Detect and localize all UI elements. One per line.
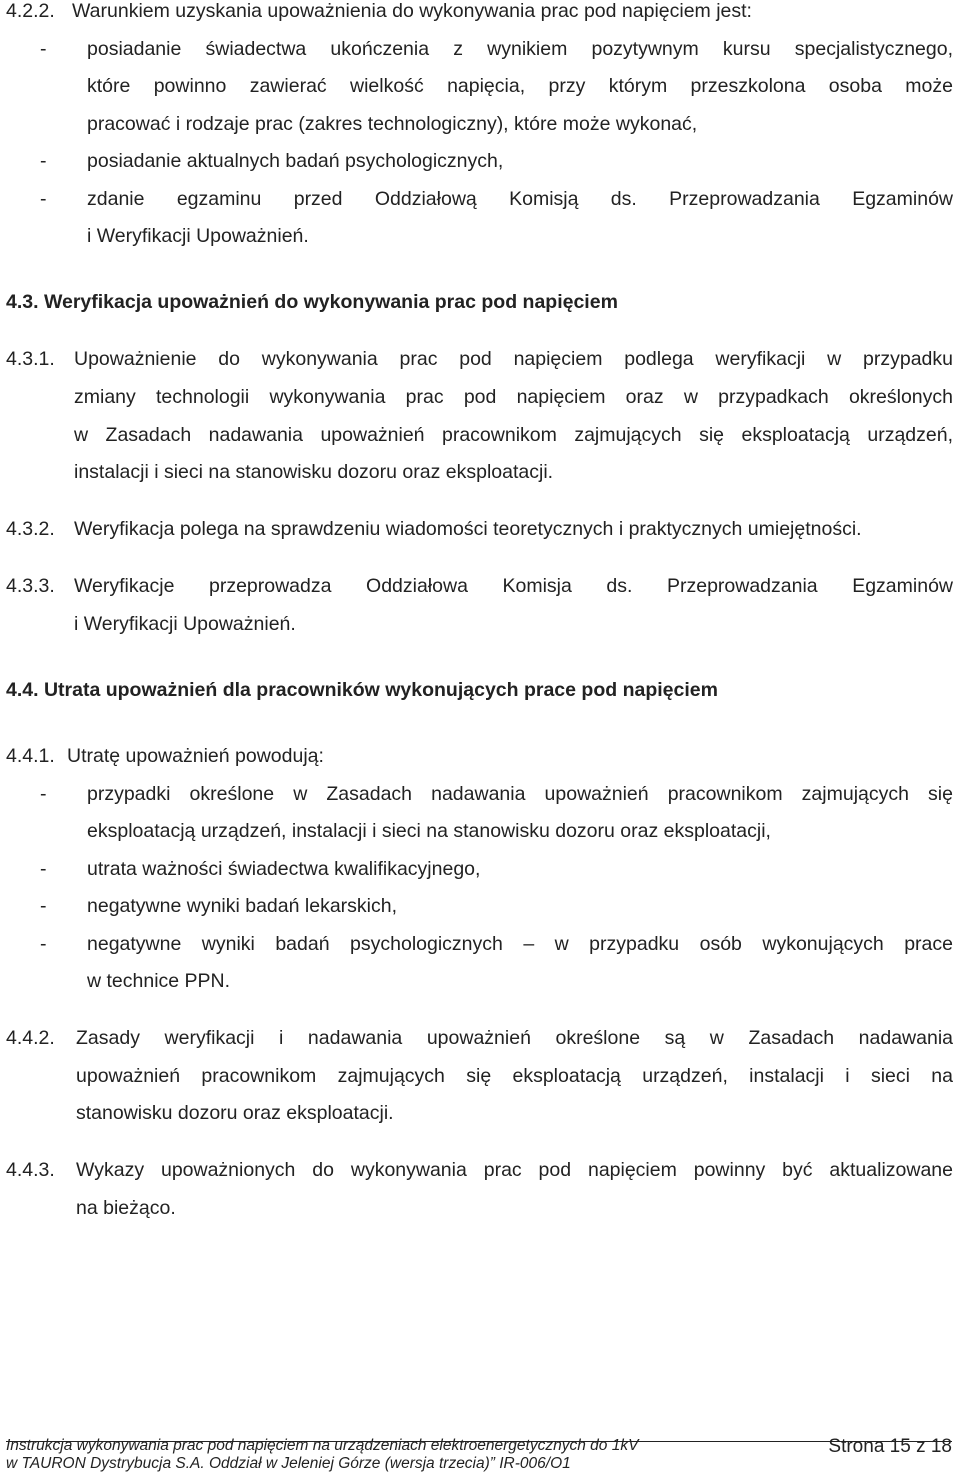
paragraph-text: stanowisku dozoru oraz eksploatacji.	[76, 1102, 394, 1124]
section-number: 4.3.2.	[6, 518, 55, 540]
paragraph-text: Weryfikacja polega na sprawdzeniu wiadomości teoretycznych i praktycznych umiejętności.	[74, 518, 862, 540]
paragraph-text: Upoważnienie do wykonywania prac pod napięciem podlega weryfikacji w przypadku	[74, 348, 953, 370]
list-item-text: przypadki określone w Zasadach nadawania upoważnień pracownikom zajmujących się	[87, 783, 953, 805]
list-item-text: i Weryfikacji Upoważnień.	[87, 225, 309, 247]
list-item-text: posiadanie aktualnych badań psychologicznych,	[87, 150, 504, 172]
paragraph-text: upoważnień pracownikom zajmujących się eksploatacją urządzeń, instalacji i sieci na	[76, 1065, 953, 1087]
list-item-text: negatywne wyniki badań psychologicznych – w przypadku osób wykonujących prace	[87, 933, 953, 955]
list-item-text: utrata ważności świadectwa kwalifikacyjnego,	[87, 858, 481, 880]
paragraph-text: zmiany technologii wykonywania prac pod napięciem oraz w przypadkach określonych	[74, 386, 953, 408]
footer-title-line-1: Instrukcja wykonywania prac pod napięciem na urządzeniach elektroenergetycznych do 1kV	[6, 1437, 639, 1454]
section-heading: 4.4. Utrata upoważnień dla pracowników wykonujących prace pod napięciem	[6, 679, 718, 701]
section-number: 4.4.3.	[6, 1159, 55, 1181]
list-item-text: zdanie egzaminu przed Oddziałową Komisją ds. Przeprowadzania Egzaminów	[87, 188, 953, 210]
paragraph-text: Zasady weryfikacji i nadawania upoważnień określone są w Zasadach nadawania	[76, 1027, 953, 1049]
paragraph-text: na bieżąco.	[76, 1197, 176, 1219]
paragraph-text: Warunkiem uzyskania upoważnienia do wykonywania prac pod napięciem jest:	[72, 0, 752, 22]
section-number: 4.4.1.	[6, 745, 55, 767]
list-dash: -	[40, 188, 47, 210]
paragraph-text: Wykazy upoważnionych do wykonywania prac pod napięciem powinny być aktualizowane	[76, 1159, 953, 1181]
section-heading: 4.3. Weryfikacja upoważnień do wykonywania prac pod napięciem	[6, 291, 618, 313]
paragraph-text: i Weryfikacji Upoważnień.	[74, 613, 296, 635]
list-dash: -	[40, 783, 47, 805]
paragraph-text: w Zasadach nadawania upoważnień pracownikom zajmujących się eksploatacją urządzeń,	[74, 424, 953, 446]
section-number: 4.2.2.	[6, 0, 55, 22]
list-item-text: pracować i rodzaje prac (zakres technologiczny), które może wykonać,	[87, 113, 698, 135]
paragraph-text: Weryfikacje przeprowadza Oddziałowa Komisja ds. Przeprowadzania Egzaminów	[74, 575, 953, 597]
list-item-text: posiadanie świadectwa ukończenia z wynikiem pozytywnym kursu specjalistycznego,	[87, 38, 953, 60]
paragraph-text: Utratę upoważnień powodują:	[67, 745, 324, 767]
footer-title-line-2: w TAURON Dystrybucja S.A. Oddział w Jeleniej Górze (wersja trzecia)” IR-006/O1	[6, 1455, 571, 1472]
section-number: 4.3.3.	[6, 575, 55, 597]
list-dash: -	[40, 895, 47, 917]
list-dash: -	[40, 38, 47, 60]
page-number: Strona 15 z 18	[828, 1436, 952, 1457]
list-item-text: eksploatacją urządzeń, instalacji i sieci na stanowisku dozoru oraz eksploatacji,	[87, 820, 771, 842]
list-item-text: w technice PPN.	[87, 970, 231, 992]
section-number: 4.3.1.	[6, 348, 55, 370]
list-dash: -	[40, 150, 47, 172]
list-dash: -	[40, 933, 47, 955]
section-number: 4.4.2.	[6, 1027, 55, 1049]
list-item-text: które powinno zawierać wielkość napięcia, przy którym przeszkolona osoba może	[87, 75, 953, 97]
paragraph-text: instalacji i sieci na stanowisku dozoru oraz eksploatacji.	[74, 461, 554, 483]
list-dash: -	[40, 858, 47, 880]
list-item-text: negatywne wyniki badań lekarskich,	[87, 895, 398, 917]
